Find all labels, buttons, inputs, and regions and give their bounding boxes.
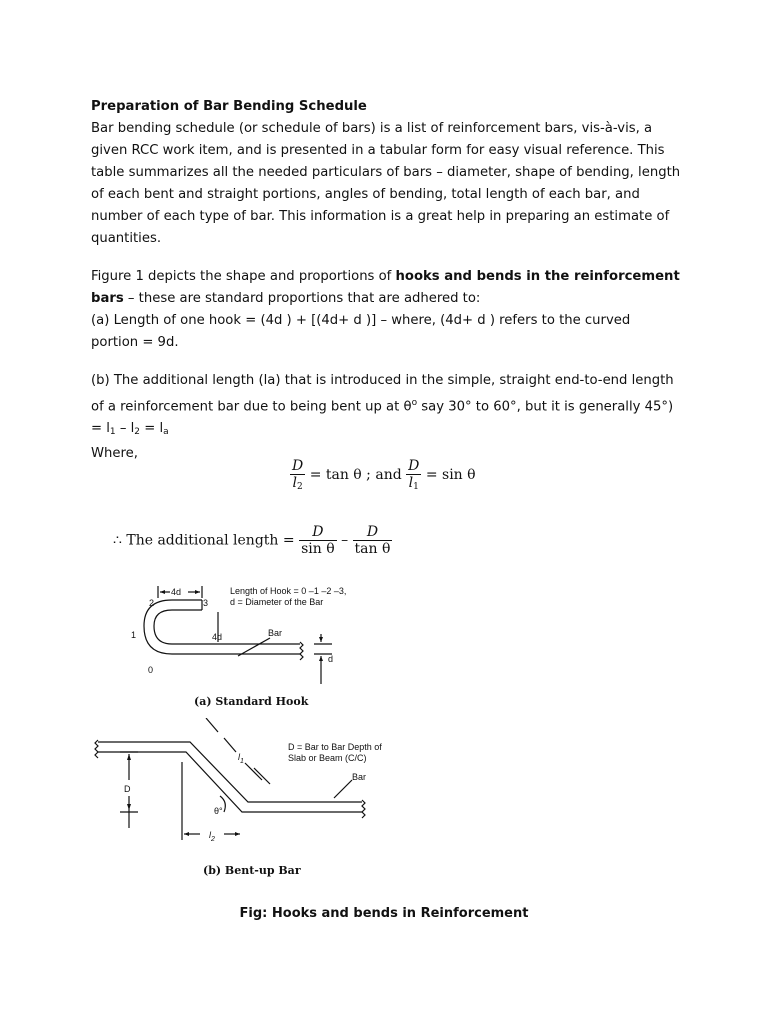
formula-additional-length: ∴ The additional length = $\frac{D}{\text{sin θ}}$ – $\frac{D}{\text{tan θ}}$ [113,524,391,557]
hook-point-3: 3 [203,598,209,608]
hook-d-label: d [328,654,334,664]
bent-up-bar-diagram [90,718,410,858]
bent-bar-label: Bar [352,772,367,782]
where-label: Where, [91,446,138,462]
figure-reference-paragraph: Figure 1 depicts the shape and proportions of hooks and bends in the reinforcement bars – these are standard proportions that are adhered to: [91,269,680,306]
hook-top-dim-label: 4d [171,587,182,597]
hook-bar-label: Bar [268,628,283,638]
point-a: (a) Length of one hook = (4d ) + [(4d+ d )] – where, (4d+ d ) refers to the curved portion = 9d. [91,313,631,350]
hook-note-line1: Length of Hook = 0 –1 –2 –3, [230,586,347,596]
standard-hook-diagram [100,578,400,698]
hook-point-0: 0 [148,665,154,675]
bent-l2-label: $l_2$ [209,830,215,843]
fraction-d-over-tan: $\frac{D}{\text{tan θ}}$ [354,524,391,557]
hook-caption: (a) Standard Hook [194,695,309,708]
fraction-d-over-l1: $\frac{D}{l_1}$ [408,458,420,492]
hook-inner-dim-label: 4d [212,632,223,642]
bent-note-line1: D = Bar to Bar Depth of [288,742,382,752]
bold-phrase: hooks and bends in the reinforcement bars [91,269,680,306]
bent-l1-label: $l_1$ [238,752,244,765]
fraction-d-over-l2: $\frac{D}{l_2}$ [292,458,304,492]
bent-note-line2: Slab or Beam (C/C) [288,753,367,763]
document-body [91,96,681,465]
formula-tan-sin: $\frac{D}{l_2}$ = tan θ ; and $\frac{D}{l_1}$ = sin θ [292,458,476,492]
bent-theta-label: θ° [214,806,223,816]
hook-point-1: 1 [131,630,137,640]
figure-caption: Fig: Hooks and bends in Reinforcement [239,906,529,921]
hook-note-line2: d = Diameter of the Bar [230,597,324,607]
bent-D-label: D [124,784,131,794]
fraction-d-over-sin: $\frac{D}{\text{sin θ}}$ [301,524,335,557]
bent-caption: (b) Bent-up Bar [203,864,301,877]
intro-paragraph: Bar bending schedule (or schedule of bars) is a list of reinforcement bars, vis-à-vis, a given RCC work item, and is presented in a tabular form for easy visual reference. This table summarizes all the needed particulars of bars – diameter, shape of bending, length of each bent and straight portions, angles of bending, total length of each bar, and number of each type of bar. This information is a great help in preparing an estimate of quantities. [91,121,681,246]
section-heading: Preparation of Bar Bending Schedule [91,99,367,114]
point-b: (b) The additional length (la) that is introduced in the simple, straight end-to-end length of a reinforcement bar due to being bent up at $\theta^o$ say 30° to 60°, but it is generally $45^\circ) = l_1 - l_2 = l_a$ [91,373,674,438]
hook-point-2: 2 [149,598,155,608]
